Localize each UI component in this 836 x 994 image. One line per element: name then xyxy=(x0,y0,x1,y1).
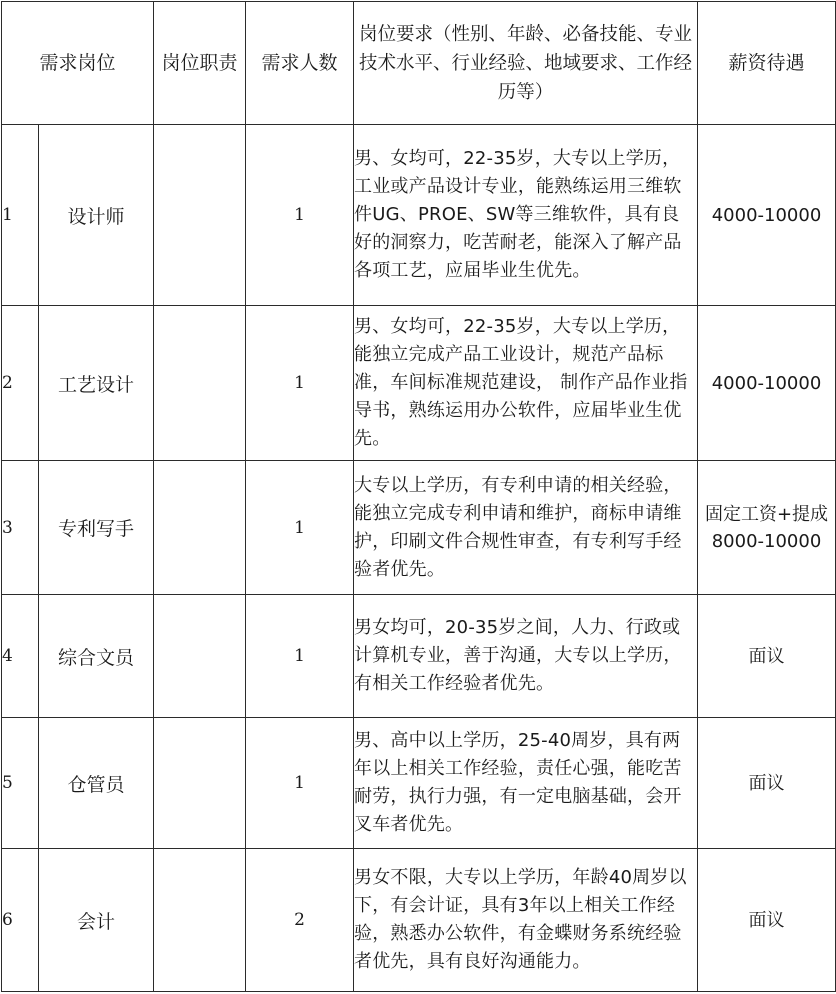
row-number: 3 xyxy=(2,461,39,595)
table-header-row xyxy=(2,2,836,125)
header-duty: 岗位职责 xyxy=(154,2,246,125)
row-number: 4 xyxy=(2,595,39,718)
table-row xyxy=(2,849,836,992)
headcount: 1 xyxy=(246,461,354,595)
requirements-text: 大专以上学历，有专利申请的相关经验，能独立完成专利申请和维护，商标申请维护，印刷文件合规性审查，有专利写手经验者优先。 xyxy=(354,461,698,595)
position-name: 设计师 xyxy=(39,125,154,306)
table-row xyxy=(2,125,836,306)
headcount: 2 xyxy=(246,849,354,992)
header-count: 需求人数 xyxy=(246,2,354,125)
position-duty xyxy=(154,125,246,306)
requirements-text: 男、女均可，22-35岁，大专以上学历，能独立完成产品工业设计，规范产品标准，车间标准规范建设， 制作产品作业指导书，熟练运用办公软件，应届毕业生优先。 xyxy=(354,306,698,461)
table-row xyxy=(2,595,836,718)
job-requirements-table xyxy=(1,1,836,992)
row-number: 1 xyxy=(2,125,39,306)
row-number: 5 xyxy=(2,718,39,849)
requirements-text: 男女不限，大专以上学历，年龄40周岁以下，有会计证，具有3年以上相关工作经验，熟悉办公软件，有金蝶财务系统经验者优先，具有良好沟通能力。 xyxy=(354,849,698,992)
position-name: 专利写手 xyxy=(39,461,154,595)
row-number: 2 xyxy=(2,306,39,461)
headcount: 1 xyxy=(246,595,354,718)
header-position: 需求岗位 xyxy=(2,2,154,125)
requirements-text: 男女均可，20-35岁之间，人力、行政或计算机专业，善于沟通，大专以上学历，有相关工作经验者优先。 xyxy=(354,595,698,718)
headcount: 1 xyxy=(246,306,354,461)
salary: 4000-10000 xyxy=(698,306,836,461)
position-duty xyxy=(154,849,246,992)
headcount: 1 xyxy=(246,125,354,306)
salary: 面议 xyxy=(698,849,836,992)
position-name: 工艺设计 xyxy=(39,306,154,461)
salary: 面议 xyxy=(698,718,836,849)
position-duty xyxy=(154,595,246,718)
position-duty xyxy=(154,718,246,849)
row-number: 6 xyxy=(2,849,39,992)
headcount: 1 xyxy=(246,718,354,849)
position-name: 会计 xyxy=(39,849,154,992)
position-duty xyxy=(154,306,246,461)
salary: 4000-10000 xyxy=(698,125,836,306)
requirements-text: 男、高中以上学历，25-40周岁，具有两年以上相关工作经验，责任心强，能吃苦耐劳，执行力强，有一定电脑基础，会开叉车者优先。 xyxy=(354,718,698,849)
header-salary: 薪资待遇 xyxy=(698,2,836,125)
position-duty xyxy=(154,461,246,595)
salary: 固定工资+提成8000-10000 xyxy=(698,461,836,595)
table-row xyxy=(2,718,836,849)
position-name: 仓管员 xyxy=(39,718,154,849)
salary: 面议 xyxy=(698,595,836,718)
table-row xyxy=(2,306,836,461)
table-row xyxy=(2,461,836,595)
header-requirements: 岗位要求（性别、年龄、必备技能、专业技术水平、行业经验、地域要求、工作经历等） xyxy=(354,2,698,125)
requirements-text: 男、女均可，22-35岁，大专以上学历，工业或产品设计专业，能熟练运用三维软件UG、PROE、SW等三维软件，具有良好的洞察力，吃苦耐老，能深入了解产品各项工艺，应届毕业生优先。 xyxy=(354,125,698,306)
position-name: 综合文员 xyxy=(39,595,154,718)
